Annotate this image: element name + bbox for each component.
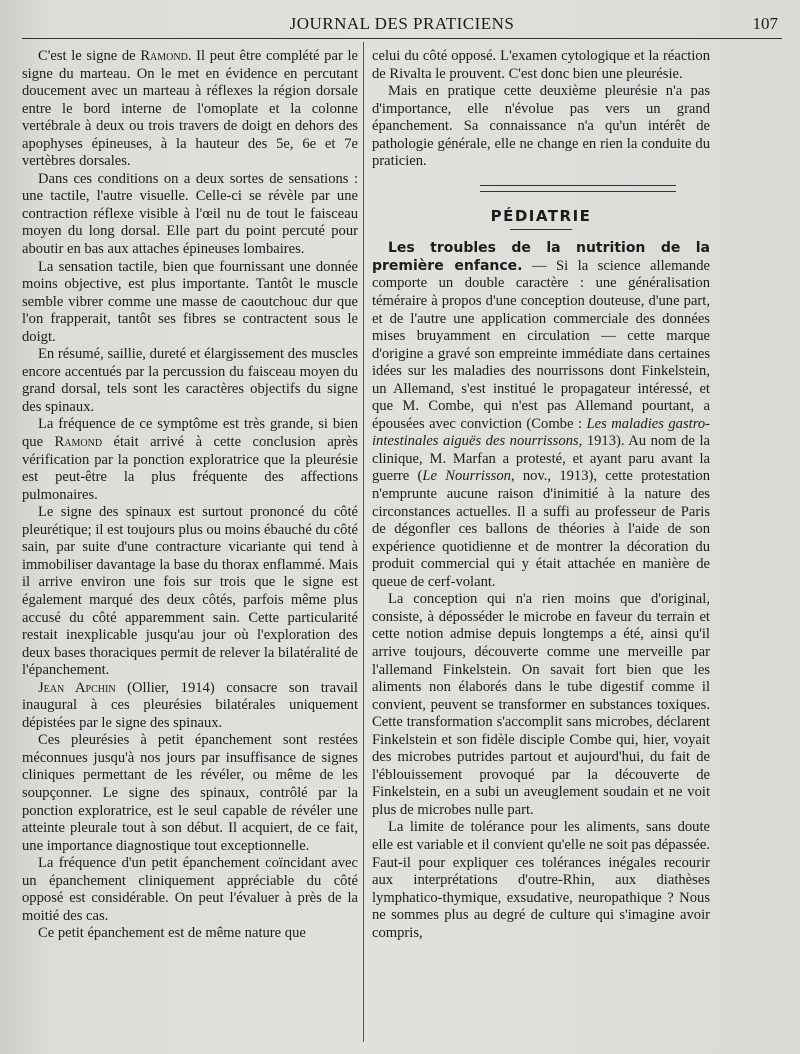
text-run: — Si la science allemande comporte un double caractère : une généralisation téméraire à propos d'une conception douteuse, d'une part, et de l'autre une application commerciale des données mises bruyamment en circulation — cette marque d'origine a gravé son empreinte immédiate dans certaines idées sur les maladies des nourrissons dont Finkelstein, un Allemand, s'est institué le propagateur intéressé, et que M. Combe, qui n'est pas Allemand pourtant, a épousées avec conviction (Combe : [372, 257, 711, 432]
text-run: était arrivé à cette conclusion après vérification par la ponction exploratrice que la pleurésie est peut-être la plus fréquente des affections pulmonaires. [22, 434, 358, 503]
paragraph [22, 48, 358, 171]
paragraph [22, 680, 358, 733]
text-run: La fréquence de ce symptôme est très grande, si bien que [22, 416, 358, 451]
paragraph: Ces pleurésies à petit épanchement sont restées méconnues jusqu'à nos jours par insuffisance de signes cliniques permettant de les révéler, ou même de les soupçonner. Le signe des spinaux, contrôlé par la ponction exploratrice, est le seul capable de révéler une atteinte pleurale tout à son début. Il acquiert, de ce fait, une importance diagnostique tout exceptionnelle. [22, 732, 358, 854]
author-name: Ramond [54, 434, 103, 451]
author-name: Ramond [140, 48, 188, 64]
paragraph: Mais en pratique cette deuxième pleurésie n'a pas d'importance, elle n'évolue pas vers un grand épanchement. Sa connaissance n'a qu'un intérêt de pathologie générale, elle ne change en rien la conduite du praticien. [372, 83, 710, 170]
cited-title: Le Nourrisson [422, 468, 511, 485]
paragraph: La sensation tactile, bien que fournissant une donnée moins objective, est plus importante. Tantôt le muscle semble vibrer comme une masse de caoutchouc dur que l'on frapperait, tantôt ses fibres se contractent sous le doigt. [22, 258, 358, 345]
article-heading: Les troubles de la nutrition de la première enfance. [372, 240, 710, 274]
paragraph [22, 416, 358, 504]
paragraph [372, 240, 710, 591]
text-run: , nov., 1913), cette protestation n'emprunte aucune raison d'inimitié à la nature des circonstances actuelles. Il a suffi au professeur de Paris de dégonfler ces ballons de théories à l'aide de son expérience quotidienne et de montrer la décoration du produit commercial qui y était attachée en manière de queue de cerf-volant. [372, 468, 710, 590]
text-run: (Ollier, 1914) consacre son travail inaugural à ces pleurésies bilatérales uniquement dépistées par le signe des spinaux. [22, 679, 358, 731]
section-title: PÉDIATRIE [490, 206, 592, 225]
paragraph: Le signe des spinaux est surtout prononcé du côté pleurétique; il est toujours plus ou moins ébauché du côté sain, par suite d'une contracture vicariante qui tend à immobiliser davantage la base du thorax enflammé. Mais il arrive environ une fois sur trois que le signe est également marqué des deux côtés, parfois même plus accusé du côté apparemment sain. Cette particularité restait inexplicable jusqu'au jour où l'exploration des deux bases thoraciques permit de relever la bilatéralité de l'épanchement. [22, 504, 358, 679]
section-rule [480, 185, 676, 192]
page-number: 107 [752, 14, 778, 33]
paragraph: En résumé, saillie, dureté et élargissement des muscles encore accentués par la percussion du faisceau moyen du grand dorsal, tels sont les caractères objectifs du signe des spinaux. [22, 346, 358, 415]
left-column [22, 48, 358, 943]
running-header [22, 12, 782, 39]
right-column [372, 48, 710, 942]
paragraph: celui du côté opposé. L'examen cytologique et la réaction de Rivalta le prouvent. C'est donc bien une pleurésie. [372, 48, 710, 82]
paragraph: Ce petit épanchement est de même nature que [38, 925, 306, 942]
cited-title: Les maladies gastro-intestinales aiguës des nourrissons [372, 415, 711, 450]
text-run: , 1913). Au nom de la clinique, M. Marfan a protesté, et ayant paru avant la guerre ( [372, 433, 710, 485]
paragraph: La conception qui n'a rien moins que d'original, consiste, à déposséder le microbe en faveur du terrain et cette notion admise depuis longtemps a été, ainsi qu'il arrive toujours, découverte comme une merveille par l'allemand Finkelstein. On savait fort bien que les aliments non élaborés dans le tube digestif comme il convient, peuvent se transformer en substances toxiques. Cette transformation s'accomplit sans microbes, déclarent Finkelstein et son fidèle disciple Combe qui, hier, voyait des microbes putrides partout et aujourd'hui, du fait de l'éblouissement provoqué par la découverte de Finkelstein, en a subi un aveuglement soudain et ne voit plus de microbes nulle part. [372, 591, 710, 818]
journal-title: JOURNAL DES PRATICIENS [289, 14, 515, 33]
column-divider [363, 42, 364, 1042]
section-underline [510, 229, 572, 230]
text-run: . Il peut être complété par le signe du marteau. On le met en évidence en percutant doucement avec un marteau à réflexes la région dorsale entre le bord interne de l'omoplate et la colonne vertébrale à deux ou trois travers de doigt en dehors des apophyses épineuses, à la hauteur des 5e, 6e et 7e vertèbres dorsales. [22, 48, 359, 170]
paragraph: La fréquence d'un petit épanchement coïncidant avec un épanchement cliniquement appréciable du côté opposé est considérable. On peut l'évaluer à près de la moitié des cas. [22, 855, 358, 924]
paragraph: Dans ces conditions on a deux sortes de sensations : une tactile, l'autre visuelle. Celle-ci se révèle par une contraction réflexe visible à l'œil nu de tout le faisceau moyen du long dorsal. Elle part du point percuté pour aboutir en bas aux attaches épineuses lombaires. [22, 170, 358, 258]
text-run: C'est le signe de [38, 48, 141, 64]
paragraph: La limite de tolérance pour les aliments, sans doute elle est variable et il convient qu'elle ne soit pas dépassée. Faut-il pour expliquer ces tolérances inégales recourir aux interprétations d'outre-Rhin, aux diathèses lymphatico-thymique, exsudative, neuropathique ? Nous ne sommes plus au degré de culture qui s'imagine avoir compris, [372, 819, 710, 941]
author-name: Jean Apchin [38, 679, 116, 696]
